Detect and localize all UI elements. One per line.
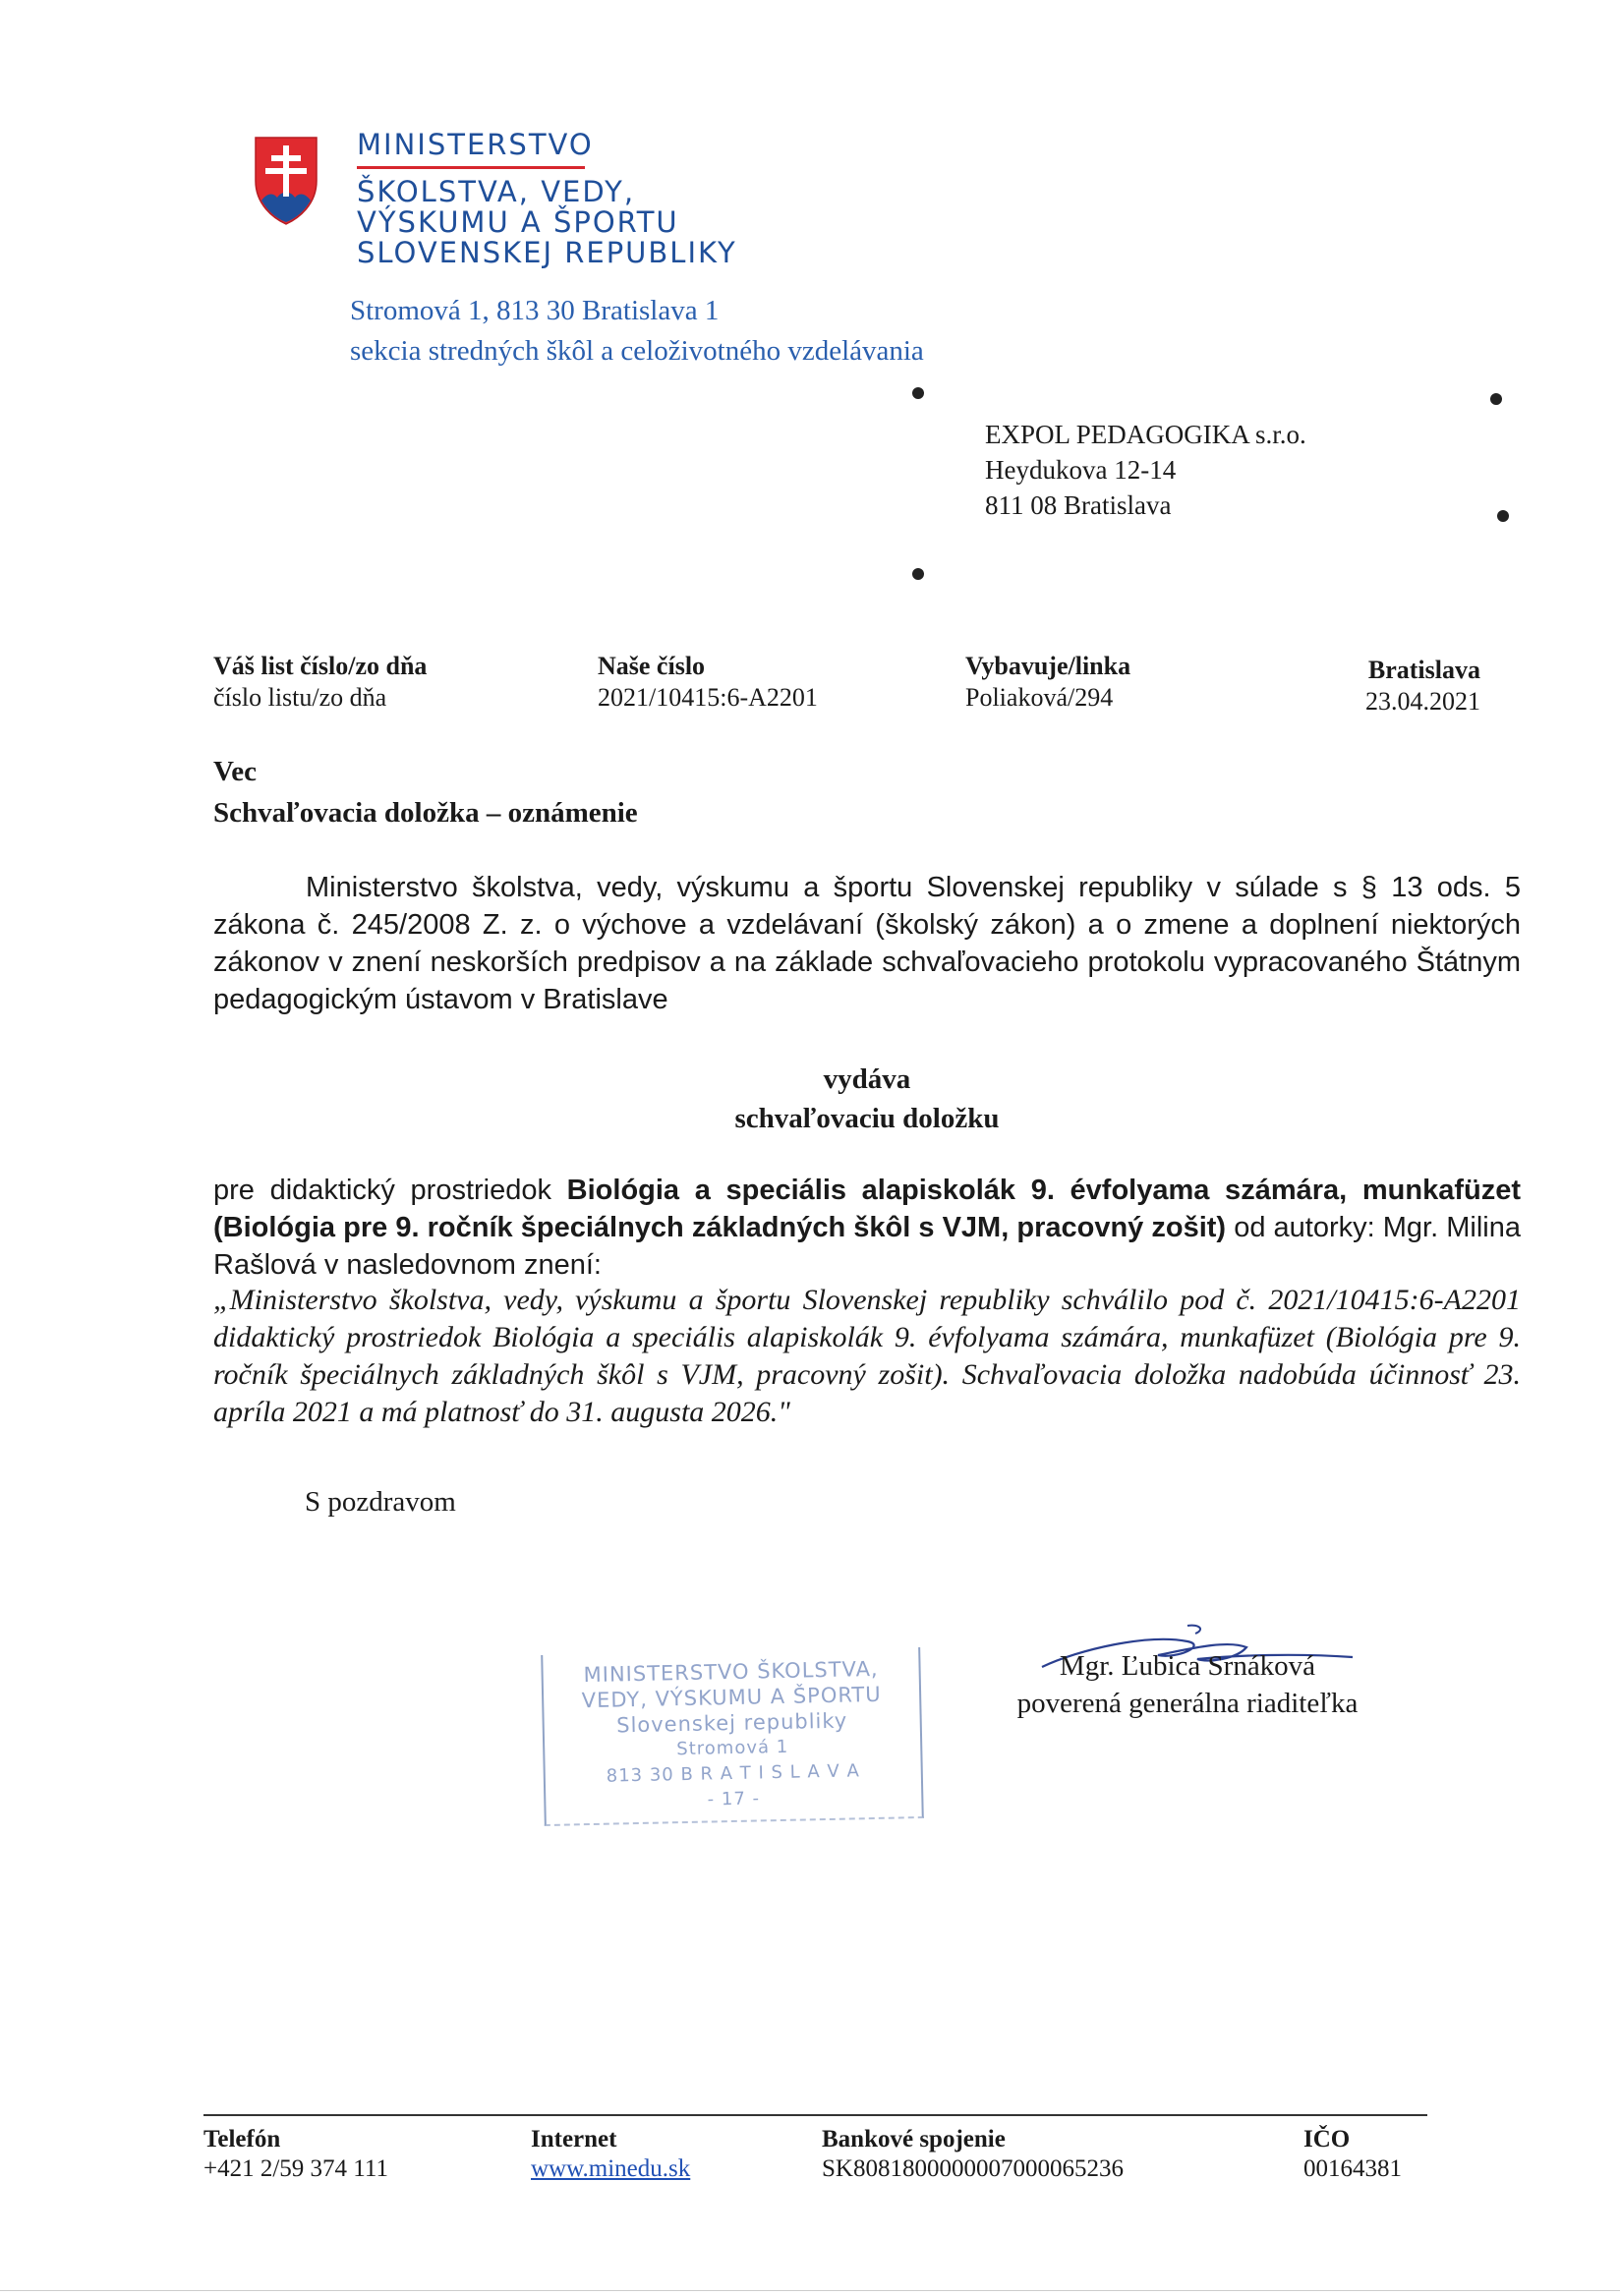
letterhead-red-line (357, 166, 585, 169)
product-author: od autorky: Mgr. Milina Rašlová v nasledovnom znení: (213, 1212, 1521, 1281)
ministry-line-1: MINISTERSTVO (357, 128, 594, 161)
sender-address-line-2: sekcia stredných škôl a celoživotného vzdelávania (350, 335, 924, 367)
footer-phone (203, 2125, 388, 2184)
ministry-line-4: SLOVENSKEJ REPUBLIKY (357, 236, 737, 269)
product-title: Biológia a speciális alapiskolák 9. évfolyama számára, munkafüzet (Biológia pre 9. ročník špeciálnych základných škôl s VJM, pracovný zošit) (213, 1175, 1521, 1243)
your-letter-label: Váš list číslo/zo dňa (213, 652, 428, 680)
official-stamp (541, 1647, 924, 1826)
footer-website-link[interactable]: www.minedu.sk (531, 2155, 691, 2182)
footer-phone-label: Telefón (203, 2126, 281, 2152)
subject-block (213, 751, 638, 833)
recipient-address (985, 417, 1306, 523)
stamp-line: Stromová 1 (676, 1736, 789, 1760)
approval-quote: „Ministerstvo školstva, vedy, výskumu a športu Slovenskej republiky schválilo pod č. 2021/10415:6-A2201 didaktický prostriedok Biológia a speciális alapiskolák 9. évfolyama számára, munkafüzet (Biológia pre 9. ročník špeciálnych základných škôl s VJM, pracovný zošit). Schvaľovacia doložka nadobúda účinnosť 23. apríla 2021 a má platnosť do 31. augusta 2026." (213, 1284, 1521, 1428)
our-number-block (598, 651, 818, 714)
handled-by-value: Poliaková/294 (965, 683, 1114, 712)
signer-block (991, 1647, 1384, 1722)
ministry-line-2: ŠKOLSTVA, VEDY, (357, 175, 636, 208)
stamp-line: MINISTERSTVO ŠKOLSTVA, (583, 1656, 879, 1688)
your-letter-block (213, 651, 427, 714)
subject-label: Vec (213, 756, 258, 787)
ministry-name (357, 130, 737, 268)
place-date-block (1351, 655, 1480, 718)
footer-ico-value: 00164381 (1303, 2155, 1402, 2182)
ministry-line-3: VÝSKUMU A ŠPORTU (357, 205, 679, 239)
footer-bank (822, 2125, 1124, 2184)
footer-internet-label: Internet (531, 2126, 617, 2152)
signer-title: poverená generálna riaditeľka (1016, 1688, 1359, 1719)
footer-ico-label: IČO (1303, 2126, 1351, 2152)
envelope-mark (912, 387, 924, 399)
slovak-coat-of-arms-icon (254, 136, 318, 226)
place-label: Bratislava (1367, 656, 1480, 684)
our-number-label: Naše číslo (598, 652, 706, 680)
product-prefix: pre didaktický prostriedok (213, 1175, 552, 1206)
sender-address (350, 291, 924, 372)
footer-ico (1303, 2125, 1402, 2184)
issues-heading (213, 1060, 1521, 1138)
envelope-mark (1497, 510, 1509, 522)
our-number-value: 2021/10415:6-A2201 (598, 683, 818, 712)
letter-date: 23.04.2021 (1365, 687, 1480, 716)
subject-title: Schvaľovacia doložka – oznámenie (213, 797, 638, 829)
handled-by-label: Vybavuje/linka (965, 652, 1131, 680)
issues-verb: vydáva (823, 1063, 911, 1095)
issues-object: schvaľovaciu doložku (734, 1103, 1000, 1134)
sender-address-line-1: Stromová 1, 813 30 Bratislava 1 (350, 295, 720, 326)
footer-internet (531, 2125, 690, 2184)
product-paragraph (213, 1172, 1521, 1284)
footer-bank-value: SK8081800000007000065236 (822, 2155, 1124, 2182)
your-letter-value: číslo listu/zo dňa (213, 683, 387, 712)
recipient-name: EXPOL PEDAGOGIKA s.r.o. (985, 420, 1306, 449)
stamp-line: - 17 - (707, 1788, 761, 1810)
envelope-mark (1490, 393, 1502, 405)
footer-divider (203, 2114, 1427, 2116)
stamp-line: VEDY, VÝSKUMU A ŠPORTU (581, 1682, 882, 1713)
stamp-line: 813 30 B R A T I S L A V A (606, 1760, 861, 1787)
envelope-mark (912, 568, 924, 580)
intro-paragraph: Ministerstvo školstva, vedy, výskumu a športu Slovenskej republiky v súlade s § 13 ods. 5 zákona č. 245/2008 Z. z. o výchove a vzdelávaní (školský zákon) a o zmene a doplnení niektorých zákonov v znení neskorších predpisov a na základe schvaľovacieho protokolu vypracovaného Štátnym pedagogickým ústavom v Bratislave (213, 872, 1521, 1015)
greeting: S pozdravom (305, 1486, 456, 1518)
signer-name: Mgr. Ľubica Srnáková (1059, 1650, 1316, 1682)
recipient-street: Heydukova 12-14 (985, 455, 1177, 485)
handled-by-block (965, 651, 1130, 714)
footer-phone-value: +421 2/59 374 111 (203, 2155, 388, 2182)
recipient-city: 811 08 Bratislava (985, 490, 1172, 520)
stamp-line: Slovenskej republiky (615, 1708, 848, 1738)
footer-bank-label: Bankové spojenie (822, 2126, 1006, 2152)
page-edge-line (0, 2290, 1620, 2291)
